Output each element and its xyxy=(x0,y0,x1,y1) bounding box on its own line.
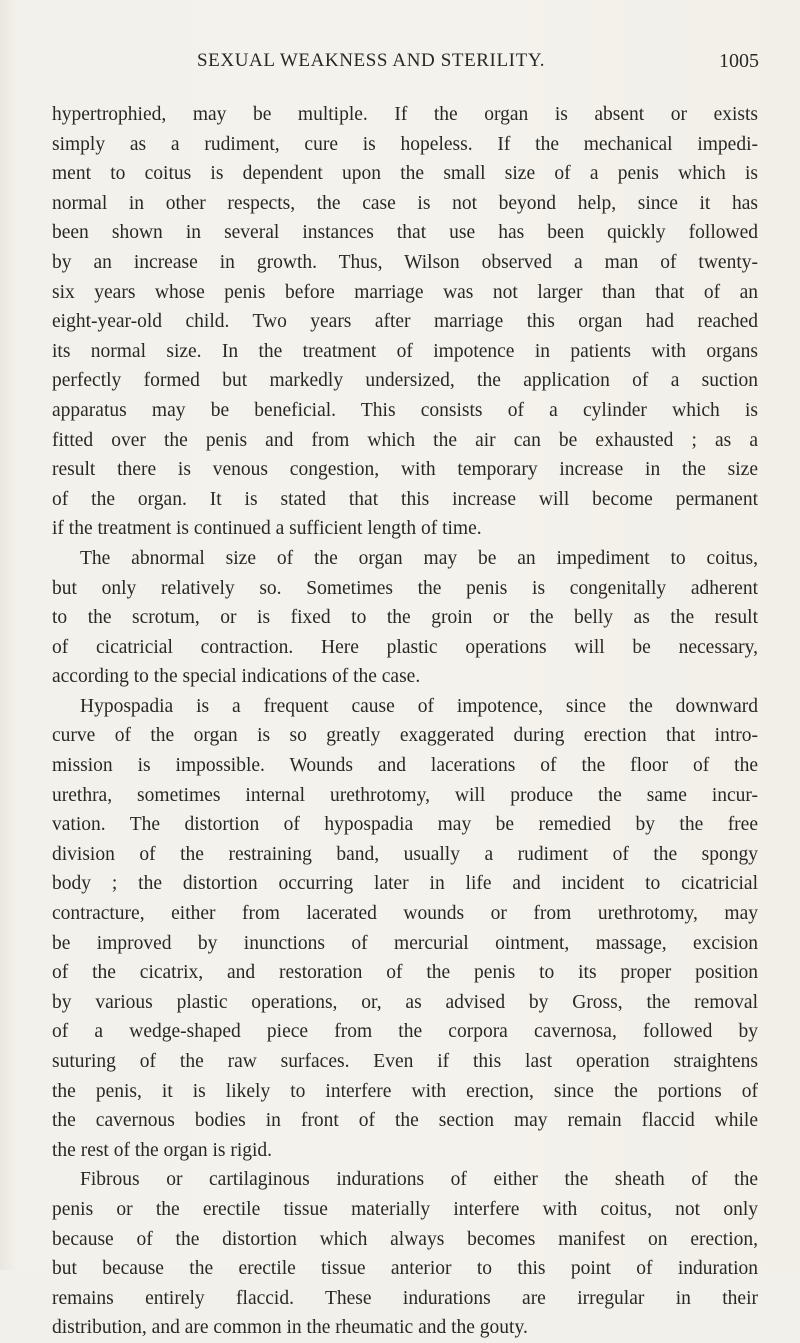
text-line: by an increase in growth. Thus, Wilson observed a man of twenty- xyxy=(52,251,758,273)
text-line: perfectly formed but markedly undersized, the application of a suction xyxy=(52,370,758,392)
text-line: apparatus may be beneficial. This consists of a cylinder which is xyxy=(52,399,758,421)
text-line: ment to coitus is dependent upon the small size of a penis which is xyxy=(52,163,758,185)
text-line: urethra, sometimes internal urethrotomy, will produce the same incur- xyxy=(52,784,758,806)
text-line: normal in other respects, the case is not beyond help, since it has xyxy=(52,192,758,214)
text-line: mission is impossible. Wounds and lacerations of the floor of the xyxy=(52,755,758,777)
text-line: by various plastic operations, or, as advised by Gross, the removal xyxy=(52,991,758,1013)
text-line: result there is venous congestion, with temporary increase in the size xyxy=(52,459,758,481)
text-line: body ; the distortion occurring later in life and incident to cicatricial xyxy=(52,873,758,895)
text-line: according to the special indications of the case. xyxy=(52,666,421,688)
body-text xyxy=(52,100,758,1343)
text-line: the rest of the organ is rigid. xyxy=(52,1139,273,1161)
text-line: but only relatively so. Sometimes the penis is congenitally adherent xyxy=(52,577,758,599)
text-line: but because the erectile tissue anterior to this point of induration xyxy=(52,1258,758,1280)
text-line: contracture, either from lacerated wounds or from urethrotomy, may xyxy=(52,903,758,925)
text-line: the cavernous bodies in front of the section may remain flaccid while xyxy=(52,1110,758,1132)
page-number: 1005 xyxy=(719,50,759,72)
text-line: eight-year-old child. Two years after marriage this organ had reached xyxy=(52,311,758,333)
page-header xyxy=(130,50,780,80)
text-line: be improved by inunctions of mercurial ointment, massage, excision xyxy=(52,932,758,954)
text-line: been shown in several instances that use has been quickly followed xyxy=(52,222,758,244)
text-line: vation. The distortion of hypospadia may be remedied by the free xyxy=(52,814,758,836)
text-line: to the scrotum, or is fixed to the groin or the belly as the result xyxy=(52,607,758,629)
text-line: the penis, it is likely to interfere with erection, since the portions of xyxy=(52,1080,758,1102)
text-line: if the treatment is continued a sufficient length of time. xyxy=(52,518,482,540)
text-line: penis or the erectile tissue materially interfere with coitus, not only xyxy=(52,1198,758,1220)
text-line: curve of the organ is so greatly exaggerated during erection that intro- xyxy=(52,725,758,747)
text-line: fitted over the penis and from which the air can be exhausted ; as a xyxy=(52,429,758,451)
text-line: remains entirely flaccid. These indurations are irregular in their xyxy=(52,1287,758,1309)
text-line: suturing of the raw surfaces. Even if this last operation straightens xyxy=(52,1051,758,1072)
text-line: of the cicatrix, and restoration of the penis to its proper position xyxy=(52,962,758,984)
text-line: six years whose penis before marriage was not larger than that of an xyxy=(52,281,758,303)
text-line: distribution, and are common in the rheumatic and the gouty. xyxy=(52,1317,528,1339)
text-line: division of the restraining band, usually a rudiment of the spongy xyxy=(52,843,758,865)
text-line: hypertrophied, may be multiple. If the organ is absent or exists xyxy=(52,104,758,125)
text-line: of the organ. It is stated that this increase will become permanent xyxy=(52,488,758,510)
text-line: of cicatricial contraction. Here plastic operations will be necessary, xyxy=(52,636,758,658)
running-title: SEXUAL WEAKNESS AND STERILITY. xyxy=(197,50,546,71)
text-line: its normal size. In the treatment of impotence in patients with organs xyxy=(52,340,758,362)
text-line: of a wedge-shaped piece from the corpora cavernosa, followed by xyxy=(52,1021,758,1043)
paragraph-first-line: The abnormal size of the organ may be an impediment to coitus, xyxy=(80,547,758,569)
text-line: because of the distortion which always becomes manifest on erection, xyxy=(52,1228,758,1250)
text-line: simply as a rudiment, cure is hopeless. If the mechanical impedi- xyxy=(52,133,758,155)
paragraph-first-line: Fibrous or cartilaginous indurations of either the sheath of the xyxy=(80,1169,758,1191)
paragraph-first-line: Hypospadia is a frequent cause of impotence, since the downward xyxy=(80,695,758,717)
